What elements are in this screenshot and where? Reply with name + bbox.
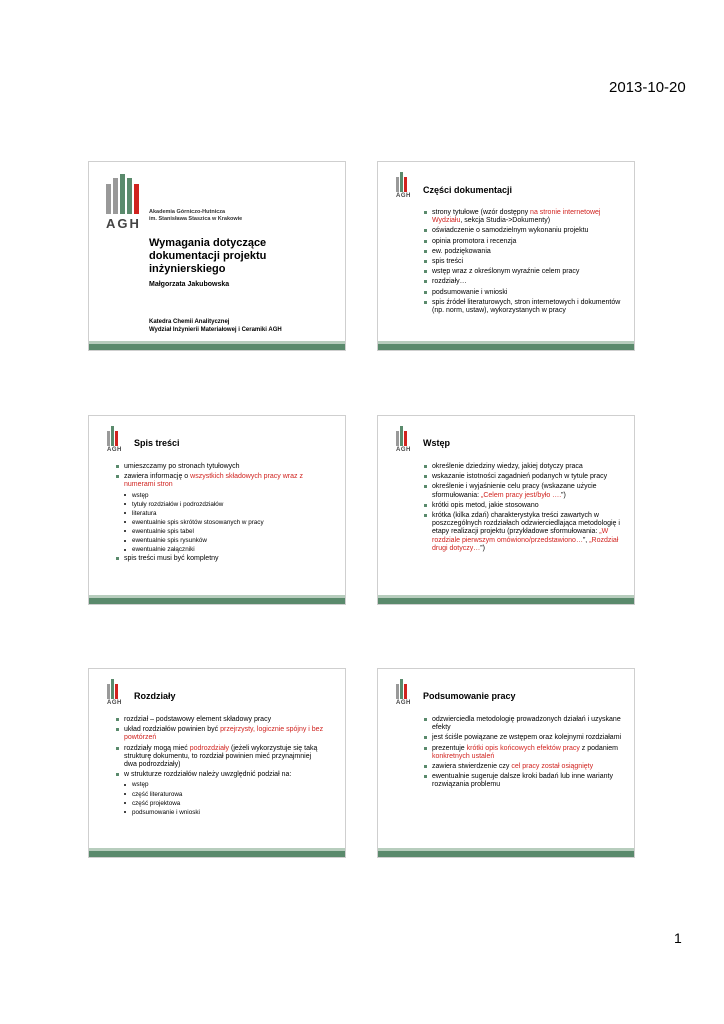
academy-line-1: Akademia Górniczo-Hutnicza (149, 209, 226, 215)
list-item: opinia promotora i recenzja (423, 238, 623, 246)
list-item: ewentualnie sugeruje dalsze kroki badań lub inne warianty rozwiązania problemu (423, 773, 623, 789)
slide-title: Wstęp (423, 438, 450, 448)
sub-item: podsumowanie i wnioski (123, 809, 325, 817)
list-item: zawiera informację o wszystkich składowych pracy wraz z numerami stron (115, 473, 325, 489)
slide-title: Części dokumentacji (423, 185, 513, 195)
list-item: umieszczamy po stronach tytułowych (115, 463, 325, 471)
sub-item: część literaturowa (123, 791, 325, 799)
list-item: odzwierciedla metodologię prowadzonych działań i uzyskane efekty (423, 716, 623, 732)
agh-logo-small (107, 426, 127, 453)
sub-item: wstęp (123, 781, 325, 789)
agh-logo-text: AGH (396, 447, 411, 453)
slide-footer-bar (89, 344, 345, 350)
date-header: 2013-10-20 (609, 79, 686, 96)
agh-logo-text: AGH (396, 193, 411, 199)
slide-title-page (88, 161, 346, 351)
academy-line-2: im. Stanisława Staszica w Krakowie (149, 216, 243, 222)
slide-footer-bar (378, 344, 634, 350)
list-item: rozdziały… (423, 278, 623, 286)
bullet-list (115, 716, 325, 818)
list-item: strony tytułowe (wzór dostępny na stronie internetowej Wydziału, sekcja Studia->Dokumenty) (423, 209, 623, 225)
slide-footer-bar (89, 851, 345, 857)
list-item: jest ściśle powiązane ze wstępem oraz kolejnymi rozdziałami (423, 734, 623, 742)
slide-chapters (88, 668, 346, 858)
list-item: rozdział – podstawowy element składowy pracy (115, 716, 325, 724)
agh-logo-bars (106, 174, 141, 214)
sub-item: ewentualnie załączniki (123, 546, 325, 554)
list-item: podsumowanie i wnioski (423, 289, 623, 297)
slide-introduction (377, 415, 635, 605)
sub-item: literatura (123, 510, 325, 518)
slide-footer-bar (89, 598, 345, 604)
department-line-1: Katedra Chemii Analitycznej (149, 319, 230, 325)
list-item: spis źródeł literaturowych, stron internetowych i dokumentów (np. norm, ustaw), wykorzystanych w pracy (423, 299, 623, 315)
bullet-list (423, 716, 623, 792)
sub-item: wstęp (123, 492, 325, 500)
slide-document-parts (377, 161, 635, 351)
slide-summary (377, 668, 635, 858)
list-item: krótki opis metod, jakie stosowano (423, 502, 623, 510)
author-name: Małgorzata Jakubowska (149, 281, 230, 288)
list-item: rozdziały mogą mieć podrozdziały (jeżeli wykorzystuje się taką strukturę dokumentu, to rozdział powinien mieć przynajmniej dwa podrozdziały) (115, 745, 325, 770)
sub-item: ewentualnie spis tabel (123, 528, 325, 536)
list-item: spis treści musi być kompletny (115, 555, 325, 563)
agh-logo (106, 174, 141, 231)
bullet-list (423, 463, 623, 555)
agh-logo-text: AGH (106, 216, 141, 231)
slide-title: Spis treści (134, 438, 180, 448)
department-line-2: Wydział Inżynierii Materiałowej i Ceramiki AGH (149, 327, 282, 333)
academy-name (149, 209, 242, 223)
bullet-list (115, 463, 325, 565)
list-item: wskazanie istotności zagadnień podanych w tytule pracy (423, 473, 623, 481)
list-item: ew. podziękowania (423, 248, 623, 256)
slide-title: Podsumowanie pracy (423, 691, 516, 701)
list-item: w strukturze rozdziałów należy uwzględnić podział na: (115, 771, 325, 779)
agh-logo-text: AGH (107, 700, 122, 706)
list-item: wstęp wraz z określonym wyraźnie celem pracy (423, 268, 623, 276)
list-item: oświadczenie o samodzielnym wykonaniu projektu (423, 227, 623, 235)
sub-item: część projektowa (123, 800, 325, 808)
sub-item: ewentualnie spis rysunków (123, 537, 325, 545)
agh-logo-small (396, 679, 416, 706)
slide-table-of-contents (88, 415, 346, 605)
slide-footer-bar (378, 598, 634, 604)
bullet-list (423, 209, 623, 317)
list-item: krótka (kilka zdań) charakterystyka treści zawartych w poszczególnych rozdziałach odzwierciedlająca metodologię i etapy realizacji projektu (przykładowe sformułowania: „W rozdziale pierwszym omówiono/przedstawiono…”, „Rozdział drugi dotyczy…”) (423, 512, 623, 553)
agh-logo-text: AGH (396, 700, 411, 706)
sub-item: ewentualnie spis skrótów stosowanych w pracy (123, 519, 325, 527)
sub-item: tytuły rozdziałów i podrozdziałów (123, 501, 325, 509)
list-item: zawiera stwierdzenie czy cel pracy został osiągnięty (423, 763, 623, 771)
list-item: spis treści (423, 258, 623, 266)
list-item: określenie dziedziny wiedzy, jakiej dotyczy praca (423, 463, 623, 471)
presentation-title: Wymagania dotyczące dokumentacji projektu inżynierskiego (149, 237, 267, 275)
list-item: układ rozdziałów powinien być przejrzysty, logicznie spójny i bez powtórzeń (115, 726, 325, 742)
page-number: 1 (674, 930, 682, 946)
slide-footer-bar (378, 851, 634, 857)
agh-logo-text: AGH (107, 447, 122, 453)
slide-title: Rozdziały (134, 691, 176, 701)
department (149, 318, 282, 334)
agh-logo-small (107, 679, 127, 706)
agh-logo-small (396, 426, 416, 453)
list-item: określenie i wyjaśnienie celu pracy (wskazane użycie sformułowania: „Celem pracy jest/było ….”) (423, 483, 623, 499)
list-item: prezentuje krótki opis końcowych efektów pracy z podaniem konkretnych ustaleń (423, 745, 623, 761)
agh-logo-small (396, 172, 416, 199)
